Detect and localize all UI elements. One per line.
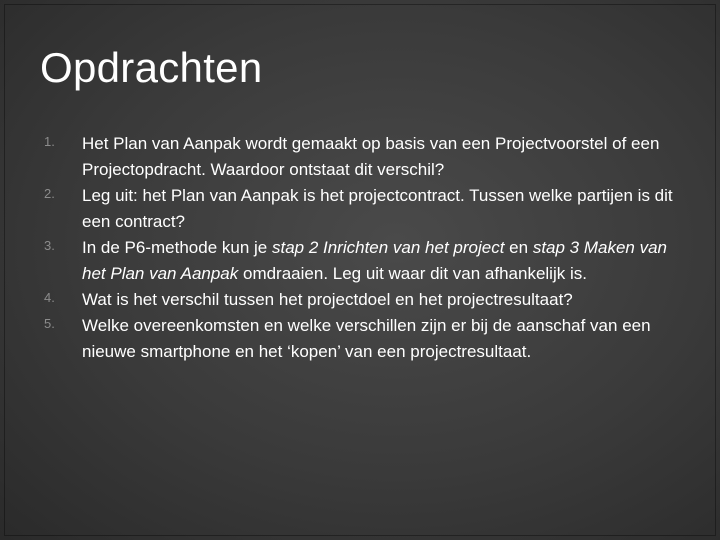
item-text-segment: Wat is het verschil tussen het projectdoel en het projectresultaat? xyxy=(82,290,573,309)
item-text xyxy=(82,287,684,313)
assignment-list xyxy=(44,131,684,365)
list-item xyxy=(44,287,684,313)
item-text xyxy=(82,313,684,365)
item-text-italic-segment: stap 3 Maken van het Plan van Aanpak xyxy=(82,238,668,283)
list-item xyxy=(44,183,684,235)
item-text xyxy=(82,131,684,183)
item-text-segment: Het Plan van Aanpak wordt gemaakt op basis van een Projectvoorstel of een Projectopdracht. Waardoor ontstaat dit verschil? xyxy=(82,134,660,179)
item-number: 2. xyxy=(44,186,55,201)
item-text-italic-segment: stap 2 Inrichten van het project xyxy=(271,238,505,257)
item-number: 4. xyxy=(44,290,55,305)
list-item xyxy=(44,235,684,287)
list-item xyxy=(44,313,684,365)
slide-title: Opdrachten xyxy=(40,44,263,91)
item-text-segment: omdraaien. Leg uit waar dit van afhankelijk is. xyxy=(238,264,587,283)
item-text xyxy=(82,235,684,287)
item-text-segment: en xyxy=(504,238,533,257)
item-number: 5. xyxy=(44,316,55,331)
item-text-segment: Welke overeenkomsten en welke verschillen zijn er bij de aanschaf van een nieuwe smartphone en het ‘kopen’ van een projectresultaat. xyxy=(82,316,651,361)
item-number: 3. xyxy=(44,238,55,253)
item-number: 1. xyxy=(44,134,55,149)
list-item xyxy=(44,131,684,183)
item-text-segment: Leg uit: het Plan van Aanpak is het projectcontract. Tussen welke partijen is dit een contract? xyxy=(82,186,673,231)
item-text xyxy=(82,183,684,235)
item-text-segment: In de P6-methode kun je xyxy=(82,238,272,257)
